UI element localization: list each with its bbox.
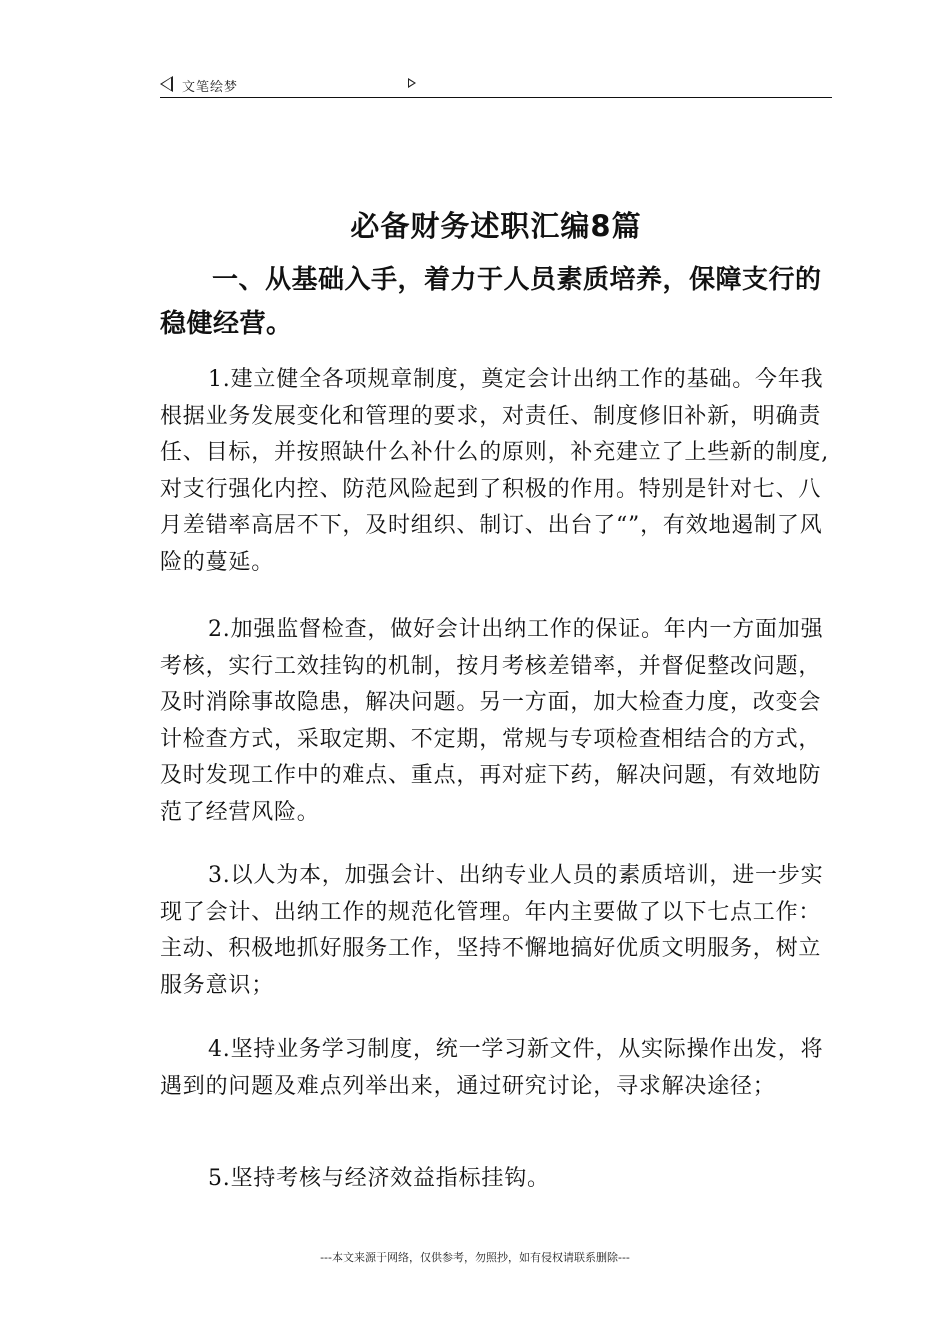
triangle-right-icon	[408, 78, 416, 88]
paragraph-2: 2.加强监督检查，做好会计出纳工作的保证。年内一方面加强考核，实行工效挂钩的机制，按月考核差错率，并督促整改问题，及时消除事故隐患，解决问题。另一方面，加大检查力度，改变会计检查方式，采取定期、不定期，常规与专项检查相结合的方式，及时发现工作中的难点、重点，再对症下药，解决问题，有效地防范了经营风险。	[160, 617, 824, 825]
section-heading: 一、从基础入手，着力于人员素质培养，保障支行的稳健经营。	[160, 265, 822, 339]
triangle-left-icon	[160, 76, 173, 92]
page-header	[160, 74, 832, 96]
header-divider	[160, 97, 832, 98]
paragraph-1: 1.建立健全各项规章制度，奠定会计出纳工作的基础。今年我根据业务发展变化和管理的要求，对责任、制度修旧补新，明确责任、目标，并按照缺什么补什么的原则，补充建立了上些新的制度,对支行强化内控、防范风险起到了积极的作用。特别是针对七、八月差错率高居不下，及时组织、制订、出台了“”，有效地遏制了风险的蔓延。	[160, 367, 829, 575]
paragraph-3: 3.以人为本，加强会计、出纳专业人员的素质培训，进一步实现了会计、出纳工作的规范化管理。年内主要做了以下七点工作：主动、积极地抓好服务工作，坚持不懈地搞好优质文明服务，树立服务意识；	[160, 863, 824, 998]
document-title: 必备财务述职汇编8篇	[350, 209, 642, 243]
paragraph-4: 4.坚持业务学习制度，统一学习新文件，从实际操作出发，将遇到的问题及难点列举出来，通过研究讨论，寻求解决途径；	[160, 1037, 824, 1099]
paragraph-5: 5.坚持考核与经济效益指标挂钩。	[208, 1166, 550, 1191]
footer-disclaimer: ---本文来源于网络，仅供参考，勿照抄，如有侵权请联系删除---	[320, 1251, 630, 1264]
header-brand: 文笔绘梦	[182, 80, 239, 95]
